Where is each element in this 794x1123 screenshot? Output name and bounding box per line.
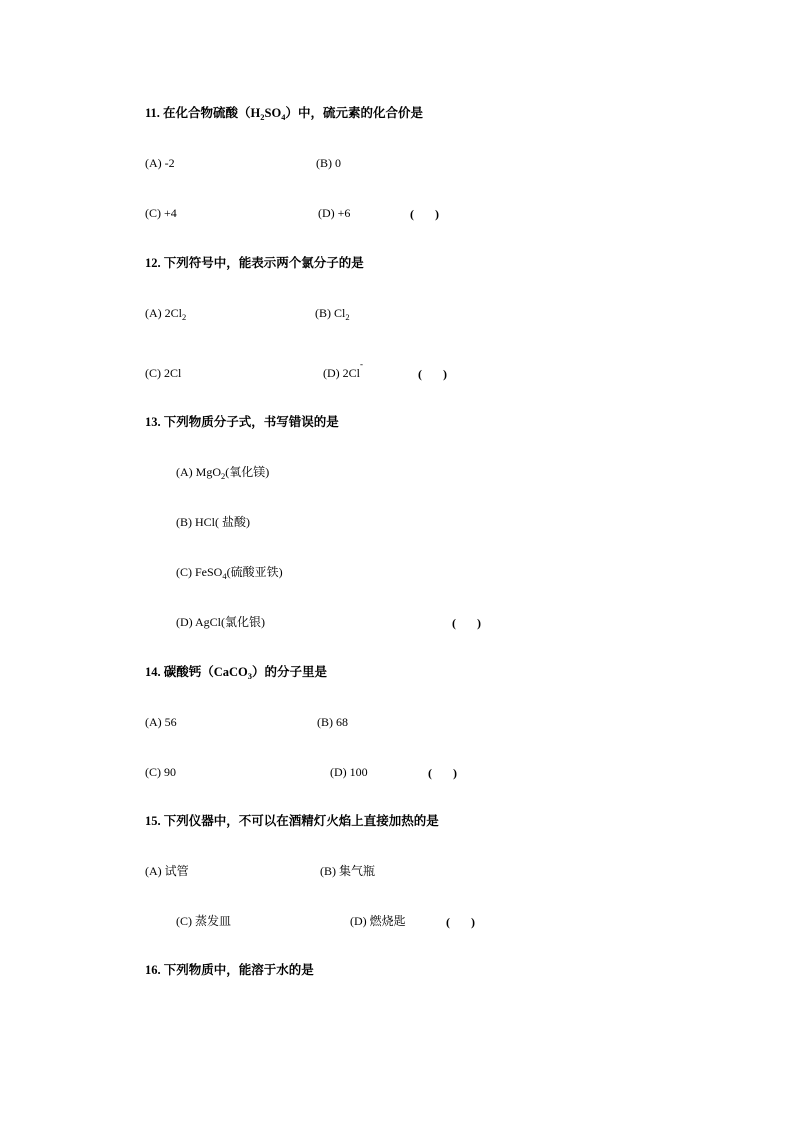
q14-option-b: (B) 68 xyxy=(317,715,348,729)
q13-option-b: (B) HCl( 盐酸) xyxy=(176,515,250,529)
q13-option-c: (C) FeSO$_4$(硫酸亚铁) xyxy=(176,565,283,581)
q13-answer-parentheses: ( ) xyxy=(452,616,481,630)
question-12-stem: 12. 下列符号中，能表示两个氯分子的是 xyxy=(145,256,364,270)
q12-option-c: (C) 2Cl xyxy=(145,366,182,380)
q13-option-a: (A) MgO$_2$(氧化镁) xyxy=(176,465,270,481)
question-16-stem: 16. 下列物质中，能溶于水的是 xyxy=(145,963,314,977)
q11-option-c: (C) +4 xyxy=(145,206,177,220)
q14-option-c: (C) 90 xyxy=(145,765,176,779)
q15-option-c: (C) 蒸发皿 xyxy=(176,914,231,928)
question-14-stem: 14. 碳酸钙（CaCO$_3$）的分子里是 xyxy=(145,665,328,681)
q12-answer-parentheses: ( ) xyxy=(418,367,447,381)
question-13-stem: 13. 下列物质分子式，书写错误的是 xyxy=(145,415,339,429)
q15-answer-parentheses: ( ) xyxy=(446,915,475,929)
q14-answer-parentheses: ( ) xyxy=(428,766,457,780)
q11-answer-parentheses: ( ) xyxy=(410,207,439,221)
q15-option-d: (D) 燃烧匙 xyxy=(350,914,406,928)
q12-option-b: (B) $Cl_2$ xyxy=(315,306,350,322)
q11-option-b: (B) 0 xyxy=(316,156,341,170)
question-11-stem: 11. 在化合物硫酸$(H_2SO_4)$中，硫元素的化合价是 xyxy=(145,106,423,122)
q11-option-d: (D) +6 xyxy=(318,206,351,220)
question-15-stem: 15. 下列仪器中，不可以在酒精灯火焰上直接加热的是 xyxy=(145,814,439,828)
q12-option-a: (A) $2Cl_2$ xyxy=(145,306,187,322)
q14-option-d: (D) 100 xyxy=(330,765,368,779)
q13-option-d: (D) AgCl(氯化银) xyxy=(176,615,265,629)
q14-option-a: (A) 56 xyxy=(145,715,177,729)
q15-option-a: (A) 试管 xyxy=(145,864,189,878)
q15-option-b: (B) 集气瓶 xyxy=(320,864,375,878)
q12-option-d: (D) 2Cl- xyxy=(323,359,363,380)
q11-option-a: (A) -2 xyxy=(145,156,175,170)
